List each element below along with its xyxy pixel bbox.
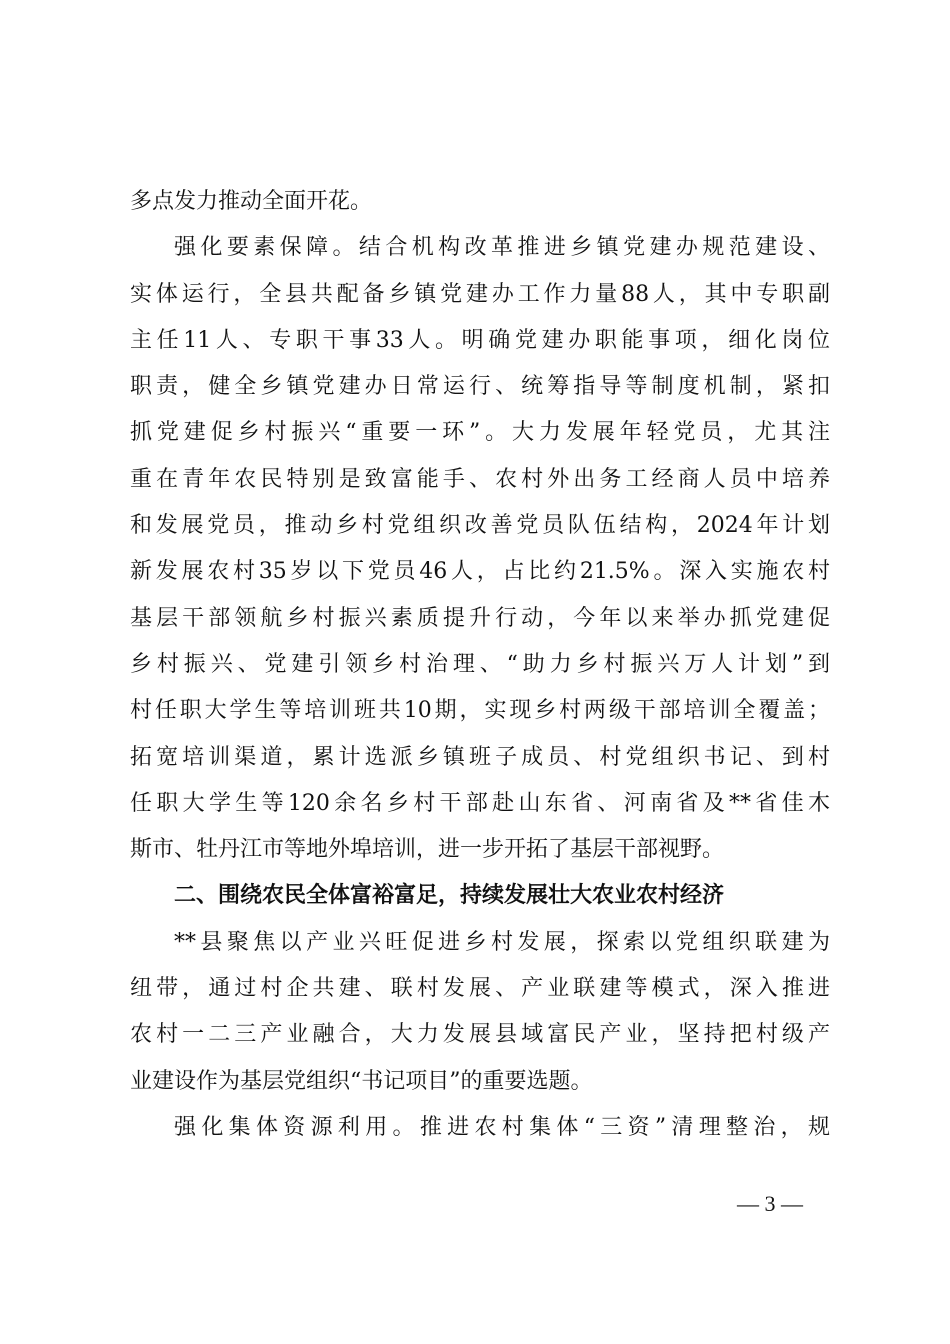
- text-line: 拓宽培训渠道，累计选派乡镇班子成员、村党组织书记、到村: [130, 744, 830, 770]
- text-line: 基层干部领航乡村振兴素质提升行动，今年以来举办抓党建促: [130, 605, 830, 631]
- text-line: 斯市、牡丹江市等地外埠培训，进一步开拓了基层干部视野。: [130, 837, 725, 863]
- text-line: 纽带，通过村企共建、联村发展、产业联建等模式，深入推进: [130, 976, 830, 1002]
- body-text: [0, 179, 950, 1151]
- text-line: 强化集体资源利用。推进农村集体“三资”清理整治，规: [174, 1114, 830, 1140]
- text-line: 农村一二三产业融合，大力发展县域富民产业，坚持把村级产: [130, 1022, 830, 1048]
- text-line: 业建设作为基层党组织“书记项目”的重要选题。: [130, 1068, 593, 1094]
- text-line: 职责，健全乡镇党建办日常运行、统筹指导等制度机制，紧扣: [130, 374, 830, 400]
- text-line: 乡村振兴、党建引领乡村治理、“助力乡村振兴万人计划”到: [130, 651, 830, 677]
- text-line: 任职大学生等120余名乡村干部赴山东省、河南省及**省佳木: [130, 790, 830, 816]
- text-line: 多点发力推动全面开花。: [130, 189, 373, 214]
- text-line: **县聚焦以产业兴旺促进乡村发展，探索以党组织联建为: [174, 929, 830, 955]
- text-line: 村任职大学生等培训班共10期，实现乡村两级干部培训全覆盖；: [130, 698, 830, 724]
- text-line: 新发展农村35岁以下党员46人，占比约21.5%。深入实施农村: [130, 559, 830, 585]
- text-line: 和发展党员，推动乡村党组织改善党员队伍结构，2024年计划: [130, 513, 830, 539]
- text-line: 重在青年农民特别是致富能手、农村外出务工经商人员中培养: [130, 466, 830, 492]
- text-line: 抓党建促乡村振兴“重要一环”。大力发展年轻党员，尤其注: [130, 420, 830, 446]
- text-line: 实体运行，全县共配备乡镇党建办工作力量88人，其中专职副: [130, 281, 830, 307]
- text-line: 主任11人、专职干事33人。明确党建办职能事项，细化岗位: [130, 327, 830, 353]
- section-heading: 二、围绕农民全体富裕富足，持续发展壮大农业农村经济: [174, 883, 725, 909]
- page-number: — 3 —: [737, 1191, 803, 1216]
- text-line: 强化要素保障。结合机构改革推进乡镇党建办规范建设、: [174, 235, 830, 261]
